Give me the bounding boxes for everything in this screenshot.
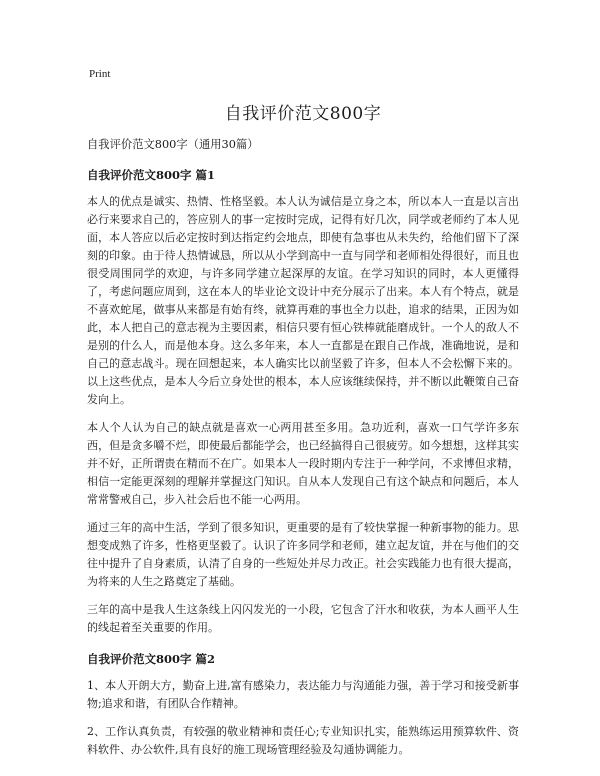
- page-title: 自我评价范文800字: [224, 104, 382, 124]
- print-label: Print: [89, 68, 111, 80]
- section-heading: 自我评价范文800字 篇2: [87, 652, 216, 666]
- section-heading: 自我评价范文800字 篇1: [87, 168, 216, 182]
- paragraph: 三年的高中是我人生这条线上闪闪发光的一小段，它包含了汗水和收获，为本人画平人生的线起着至关重要的作用。: [87, 603, 519, 634]
- paragraph: 2、工作认真负责，有较强的敬业精神和责任心;专业知识扎实，能熟练运用预算软件、资料软件、办公软件,具有良好的施工现场管理经验及勾通协调能力。: [87, 725, 519, 756]
- paragraph: 通过三年的高中生活，学到了很多知识，更重要的是有了较快掌握一种新事物的能力。思想变成熟了许多，性格更坚毅了。认识了许多同学和老师，建立起友谊，并在与他们的交往中提升了自身素质，认清了自身的一些短处并尽力改正。社会实践能力也有很大提高，为将来的人生之路奠定了基础。: [87, 521, 519, 588]
- paragraph: 本人个人认为自己的缺点就是喜欢一心两用甚至多用。急功近利，喜欢一口气学许多东西，但是贪多嚼不烂，即使最后都能学会，也已经搞得自己很疲劳。如今想想，这样其实并不好，正所谓贵在精而不在广。如果本人一段时期内专注于一种学问，不求博但求精，相信一定能更深刻的理解并掌握这门知识。自从本人发现自己有这个缺点和问题后，本人常常警戒自己，步入社会后也不能一心两用。: [87, 421, 519, 506]
- document-page: [87, 60, 519, 769]
- section-2: [87, 651, 519, 759]
- document-subtitle: 自我评价范文800字（通用30篇）: [87, 138, 259, 151]
- paragraph: 1、本人开朗大方，勤奋上进,富有感染力，表达能力与沟通能力强，善于学习和接受新事物;追求和谐，有团队合作精神。: [87, 679, 519, 710]
- paragraph: 本人的优点是诚实、热情、性格坚毅。本人认为诚信是立身之本，所以本人一直是以言出必行来要求自己的，答应别人的事一定按时完成，记得有好几次，同学或老师约了本人见面，本人答应以后必定按时到达指定约会地点，即使有急事也从未失约，给他们留下了深刻的印象。由于待人热情诚恳，所以从小学到高中一直与同学和老师相处得很好，而且也很受周围同学的欢迎，与许多同学建立起深厚的友谊。在学习知识的同时，本人更懂得了，考虑问题应周到，这在本人的毕业论文设计中充分展示了出来。本人有个特点，就是不喜欢蛇尾，做事从来都是有始有终，就算再难的事也全力以赴，追求的结果，正因为如此，本人把自己的意志视为主要因素，相信只要有恒心铁棒就能磨成针。一个人的敌人不是别的什么人，而是他本身。这么多年来，本人一直都是在跟自己作战，准确地说，是和自己的意志战斗。现在回想起来，本人确实比以前坚毅了许多，但本人不会松懈下来的。以上这些优点，是本人今后立身处世的根本，本人应该继续保持，并不断以此鞭策自己奋发向上。: [87, 195, 519, 406]
- section-1: [87, 167, 519, 637]
